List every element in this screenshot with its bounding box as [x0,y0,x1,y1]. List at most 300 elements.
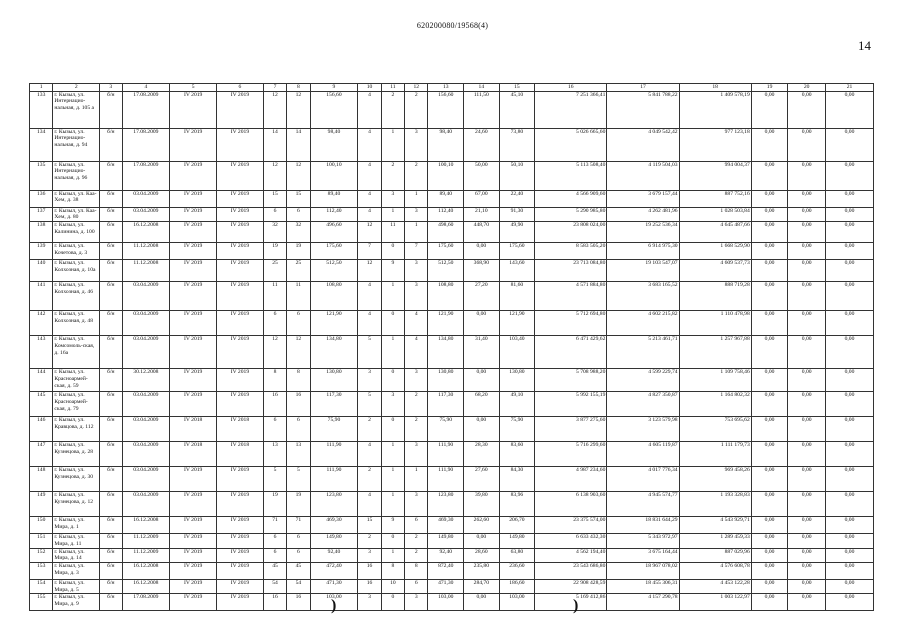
address-cell: г. Кызыл, ул. Красноармей-ская, д. 79 [53,392,100,417]
table-cell: IV 2019 [217,128,264,161]
table-cell: б/н [100,311,122,336]
table-cell: IV 2019 [217,222,264,243]
table-cell: 4 645 487,66 [679,222,751,243]
table-cell: 84,30 [499,467,535,492]
table-cell: 4 049 542,42 [607,128,679,161]
address-cell: г. Кызыл, ул. Мира, д. 11 [53,534,100,548]
table-cell: 0,00 [788,91,826,128]
table-cell: 887 752,16 [679,190,751,207]
table-cell: 5 026 665,60 [535,128,607,161]
table-cell: 1 109 758,46 [679,369,751,392]
table-cell: 4 945 574,77 [607,492,679,517]
table-cell: IV 2019 [170,517,217,534]
table-cell: 0 [381,311,404,336]
table-cell: 0,00 [788,492,826,517]
table-cell: 5 [263,467,286,492]
table-cell: 18 967 078,02 [607,562,679,579]
table-cell: 11.12.2009 [122,534,170,548]
table-cell: б/н [100,222,122,243]
table-cell: 887 029,96 [679,548,751,562]
table-cell: 130,80 [499,369,535,392]
table-cell: 19 [287,492,310,517]
table-cell: 11 [263,282,286,311]
table-cell: 3 [381,190,404,207]
table-cell: 0,00 [825,562,873,579]
table-cell: 12 [263,161,286,190]
table-cell: 138 [30,222,53,243]
table-cell: IV 2019 [217,548,264,562]
table-cell: б/н [100,128,122,161]
table-cell: б/н [100,336,122,369]
address-cell: г. Кызыл, ул. Мира, д. 9 [53,594,100,611]
table-cell: 4 [358,128,381,161]
table-cell: 0,00 [788,222,826,243]
table-row [30,336,874,369]
table-cell: IV 2019 [217,243,264,260]
table-row [30,260,874,282]
table-cell: 147 [30,442,53,467]
address-cell: г. Кызыл, ул. Интернацио-нальная, д. 105 а [53,91,100,128]
table-cell: б/н [100,369,122,392]
column-number-cell: 2 [53,84,100,92]
table-cell: 111,90 [310,442,358,467]
table-cell: 0,00 [788,562,826,579]
table-cell: 19 [263,243,286,260]
table-cell: 111,90 [428,442,464,467]
table-cell: 32 [287,222,310,243]
table-cell: 83,96 [499,492,535,517]
table-cell: 23 375 574,00 [535,517,607,534]
table-cell: 75,90 [428,417,464,442]
table-cell: 18 455 306,31 [607,579,679,593]
table-cell: 12 [287,161,310,190]
table-cell: 0,00 [751,311,788,336]
table-cell: 0,00 [825,336,873,369]
table-cell: 3 [405,369,428,392]
table-cell: 0,00 [751,128,788,161]
table-cell: 45 [263,562,286,579]
table-cell: 111,90 [428,467,464,492]
table-cell: 39,80 [464,492,500,517]
table-cell: 969 458,26 [679,467,751,492]
table-row [30,243,874,260]
table-cell: 4 017 776,34 [607,467,679,492]
table-cell: IV 2018 [217,442,264,467]
table-cell: IV 2019 [170,534,217,548]
table-cell: 03.04.2009 [122,336,170,369]
table-cell: 186,60 [499,579,535,593]
table-cell: 0,00 [825,243,873,260]
table-cell: IV 2018 [170,417,217,442]
document-number: 620200080/19568(4) [416,21,489,30]
table-cell: 175,60 [310,243,358,260]
table-cell: IV 2019 [170,161,217,190]
table-cell: б/н [100,594,122,611]
table-cell: 5 [358,392,381,417]
table-cell: 1 [381,467,404,492]
table-cell: 5 213 461,71 [607,336,679,369]
table-cell: 75,90 [310,417,358,442]
table-cell: 54 [287,579,310,593]
table-cell: 2 [405,392,428,417]
table-cell: 5 708 988,20 [535,369,607,392]
table-cell: 13 [263,442,286,467]
table-cell: 1 [405,467,428,492]
table-cell: 2 [358,467,381,492]
table-cell: 1 [381,336,404,369]
table-cell: IV 2019 [217,91,264,128]
table-cell: 6 [405,579,428,593]
table-cell: 0,00 [751,91,788,128]
table-cell: 0 [381,534,404,548]
table-cell: 0,00 [788,392,826,417]
table-cell: 888 719,28 [679,282,751,311]
table-cell: 16.12.2008 [122,562,170,579]
table-cell: б/н [100,260,122,282]
table-cell: 156,60 [310,91,358,128]
table-cell: 3 [381,392,404,417]
table-cell: 3 679 157,44 [607,190,679,207]
table-cell: 83,60 [499,442,535,467]
table-cell: 148 [30,467,53,492]
table-cell: 103,00 [310,594,358,611]
table-cell: IV 2019 [170,311,217,336]
table-cell: 1 [381,207,404,221]
table-cell: 143 [30,336,53,369]
table-cell: 123,80 [310,492,358,517]
table-cell: 4 157 290,78 [607,594,679,611]
table-cell: 11 [287,282,310,311]
table-cell: 0,00 [788,282,826,311]
table-cell: 6 [263,207,286,221]
table-cell: 2 [381,91,404,128]
table-cell: 0 [381,243,404,260]
table-cell: IV 2019 [217,517,264,534]
table-cell: 11.12.2008 [122,260,170,282]
table-cell: 1 289 459,33 [679,534,751,548]
table-cell: 0,00 [751,417,788,442]
table-cell: 4 571 884,80 [535,282,607,311]
table-cell: 0,00 [788,311,826,336]
table-cell: 121,90 [499,311,535,336]
table-cell: 0,00 [751,492,788,517]
table-cell: IV 2019 [170,128,217,161]
table-cell: 4 [358,492,381,517]
table-cell: 0,00 [751,534,788,548]
table-cell: 156,60 [428,91,464,128]
table-cell: 17.08.2009 [122,128,170,161]
table-cell: 0,00 [788,128,826,161]
table-cell: 3 [358,369,381,392]
table-cell: 235,80 [464,562,500,579]
table-cell: IV 2019 [170,190,217,207]
table-cell: 9 [381,517,404,534]
address-cell: г. Кызыл, ул. Красноармей-ская, д. 59 [53,369,100,392]
table-cell: 0,00 [825,282,873,311]
table-cell: 6 [263,548,286,562]
table-cell: 28,60 [464,548,500,562]
table-cell: 2 [358,534,381,548]
table-cell: 5 290 985,80 [535,207,607,221]
table-cell: 137 [30,207,53,221]
table-cell: 50,00 [464,161,500,190]
table-cell: б/н [100,534,122,548]
table-cell: 11 [381,222,404,243]
table-cell: 1 003 122,97 [679,594,751,611]
table-cell: 16 [358,579,381,593]
table-cell: 0 [381,594,404,611]
table-cell: 19 [287,243,310,260]
table-cell: 89,40 [428,190,464,207]
table-cell: 4 [358,282,381,311]
table-cell: 12 [263,336,286,369]
table-cell: IV 2019 [217,190,264,207]
address-cell: г. Кызыл, ул. Кузнецова, д. 30 [53,467,100,492]
column-number-cell: 1 [30,84,53,92]
address-cell: г. Кызыл, ул. Колхозная, д. 48 [53,311,100,336]
table-cell: 0,00 [788,190,826,207]
table-cell: 111,50 [464,91,500,128]
table-row [30,562,874,579]
table-cell: 4 609 537,73 [679,260,751,282]
table-cell: 5 169 412,86 [535,594,607,611]
table-row [30,282,874,311]
table-cell: 8 583 505,20 [535,243,607,260]
table-cell: 262,60 [464,517,500,534]
table-cell: IV 2019 [170,336,217,369]
table-row [30,417,874,442]
table-cell: б/н [100,243,122,260]
table-cell: 03.04.2009 [122,492,170,517]
table-cell: IV 2019 [217,579,264,593]
table-cell: 92,40 [428,548,464,562]
table-cell: 143,60 [499,260,535,282]
table-cell: 98,40 [428,128,464,161]
table-cell: б/н [100,91,122,128]
table-cell: 49,10 [499,392,535,417]
table-cell: 0,00 [464,417,500,442]
table-row [30,161,874,190]
table-cell: б/н [100,207,122,221]
table-cell: 54 [263,579,286,593]
table-cell: IV 2019 [170,467,217,492]
table-cell: 4 [358,207,381,221]
table-cell: 0,00 [825,369,873,392]
table-cell: IV 2018 [217,417,264,442]
table-cell: 6 [287,417,310,442]
table-cell: 512,50 [310,260,358,282]
table-cell: 5 712 694,80 [535,311,607,336]
table-cell: IV 2019 [170,492,217,517]
table-row [30,207,874,221]
column-number-cell: 12 [405,84,428,92]
table-cell: 6 138 903,60 [535,492,607,517]
column-number-cell: 15 [499,84,535,92]
table-cell: 12 [358,260,381,282]
address-cell: г. Кызыл, ул. Каа-Хем, д. 80 [53,207,100,221]
table-cell: 6 [287,207,310,221]
table-cell: 4 599 229,74 [607,369,679,392]
page-number: 14 [858,38,871,53]
table-cell: 03.04.2009 [122,467,170,492]
table-cell: 1 668 529,90 [679,243,751,260]
table-cell: IV 2019 [170,243,217,260]
table-cell: 11.12.2008 [122,243,170,260]
table-cell: IV 2019 [170,562,217,579]
table-cell: 3 [405,492,428,517]
table-cell: 7 251 366,41 [535,91,607,128]
table-cell: 4 576 608,78 [679,562,751,579]
column-number-cell: 16 [535,84,607,92]
table-cell: 16 [287,392,310,417]
table-cell: IV 2019 [217,534,264,548]
table-cell: 3 [405,207,428,221]
table-cell: 121,90 [428,311,464,336]
table-cell: 5 343 972,97 [607,534,679,548]
column-number-cell: 20 [788,84,826,92]
table-cell: 24,60 [464,128,500,161]
table-cell: 6 [263,417,286,442]
table-cell: 4 605 119,87 [607,442,679,467]
column-number-cell: 6 [217,84,264,92]
table-cell: 0,00 [751,392,788,417]
table-cell: 0,00 [788,442,826,467]
column-number-cell: 13 [428,84,464,92]
table-cell: 448,70 [464,222,500,243]
table-cell: 0,00 [464,594,500,611]
table-cell: 4 566 909,60 [535,190,607,207]
table-cell: 45 [287,562,310,579]
table-cell: 22 908 428,59 [535,579,607,593]
table-cell: IV 2019 [170,594,217,611]
table-cell: 8 [287,369,310,392]
table-cell: 5 [358,336,381,369]
table-cell: 12 [287,336,310,369]
table-cell: 0,00 [788,534,826,548]
table-cell: 0,00 [464,369,500,392]
column-number-cell: 21 [825,84,873,92]
table-cell: 1 028 503,84 [679,207,751,221]
table-row [30,91,874,128]
table-cell: 19 252 536,34 [607,222,679,243]
table-cell: 0,00 [788,517,826,534]
table-cell: 0,00 [464,243,500,260]
table-cell: б/н [100,579,122,593]
table-cell: 4 987 234,60 [535,467,607,492]
address-cell: г. Кызыл, ул. Интернацио-нальная, д. 94 [53,128,100,161]
table-cell: 0 [381,417,404,442]
table-cell: 0,00 [825,594,873,611]
table-cell: 6 [287,534,310,548]
table-cell: 0,00 [751,161,788,190]
table-cell: 19 [263,492,286,517]
table-cell: 141 [30,282,53,311]
table-cell: 7 [405,243,428,260]
table-cell: 31,40 [464,336,500,369]
table-cell: 89,40 [310,190,358,207]
table-cell: 2 [381,161,404,190]
table-cell: IV 2019 [217,161,264,190]
table-cell: 1 [381,492,404,517]
table-cell: 3 [405,128,428,161]
table-cell: 145 [30,392,53,417]
table-cell: 1 164 802,32 [679,392,751,417]
table-cell: б/н [100,161,122,190]
table-cell: 1 [381,442,404,467]
column-number-cell: 3 [100,84,122,92]
address-cell: г. Кызыл, ул. Кочетова, д. 3 [53,243,100,260]
table-cell: 135 [30,161,53,190]
table-cell: 0,00 [751,562,788,579]
table-cell: 0,00 [788,336,826,369]
table-cell: 0,00 [825,579,873,593]
table-row [30,492,874,517]
table-cell: 91,30 [499,207,535,221]
table-cell: 151 [30,534,53,548]
column-number-cell: 11 [381,84,404,92]
table-cell: 2 [358,417,381,442]
table-cell: 3 675 164,44 [607,548,679,562]
table-cell: IV 2019 [170,260,217,282]
table-cell: 139 [30,243,53,260]
table-cell: 23 543 686,80 [535,562,607,579]
address-cell: г. Кызыл, ул. Каа-Хем, д. 38 [53,190,100,207]
table-cell: 6 633 432,30 [535,534,607,548]
table-cell: 0,00 [751,260,788,282]
table-cell: 4 [358,442,381,467]
table-cell: 0,00 [788,161,826,190]
housing-register-table [29,83,874,611]
table-cell: 977 123,18 [679,128,751,161]
column-number-cell: 18 [679,84,751,92]
table-cell: 15 [263,190,286,207]
table-cell: 175,60 [428,243,464,260]
table-row [30,534,874,548]
table-cell: 25 [287,260,310,282]
table-cell: 153 [30,562,53,579]
column-number-cell: 10 [358,84,381,92]
column-number-cell: 4 [122,84,170,92]
table-cell: 16.12.2008 [122,222,170,243]
table-cell: 1 409 578,19 [679,91,751,128]
table-cell: 134,80 [310,336,358,369]
table-cell: 9 [381,260,404,282]
table-cell: б/н [100,548,122,562]
table-cell: 17.08.2009 [122,91,170,128]
table-cell: IV 2019 [217,594,264,611]
table-row [30,579,874,593]
table-cell: IV 2019 [217,207,264,221]
table-cell: IV 2019 [170,579,217,593]
table-cell: 71 [263,517,286,534]
table-cell: 4 119 504,03 [607,161,679,190]
column-number-cell: 14 [464,84,500,92]
table-cell: 28,30 [464,442,500,467]
table-cell: 0,00 [825,161,873,190]
table-cell: 92,40 [310,548,358,562]
table-cell: 03.04.2009 [122,442,170,467]
table-cell: 3 683 165,52 [607,282,679,311]
table-cell: IV 2019 [217,467,264,492]
table-cell: 16.12.2008 [122,579,170,593]
table-cell: б/н [100,562,122,579]
table-cell: 6 471 429,62 [535,336,607,369]
column-number-cell: 5 [170,84,217,92]
table-cell: 1 [381,548,404,562]
table-cell: 150 [30,517,53,534]
table-cell: 0,00 [751,517,788,534]
table-cell: 25 [263,260,286,282]
